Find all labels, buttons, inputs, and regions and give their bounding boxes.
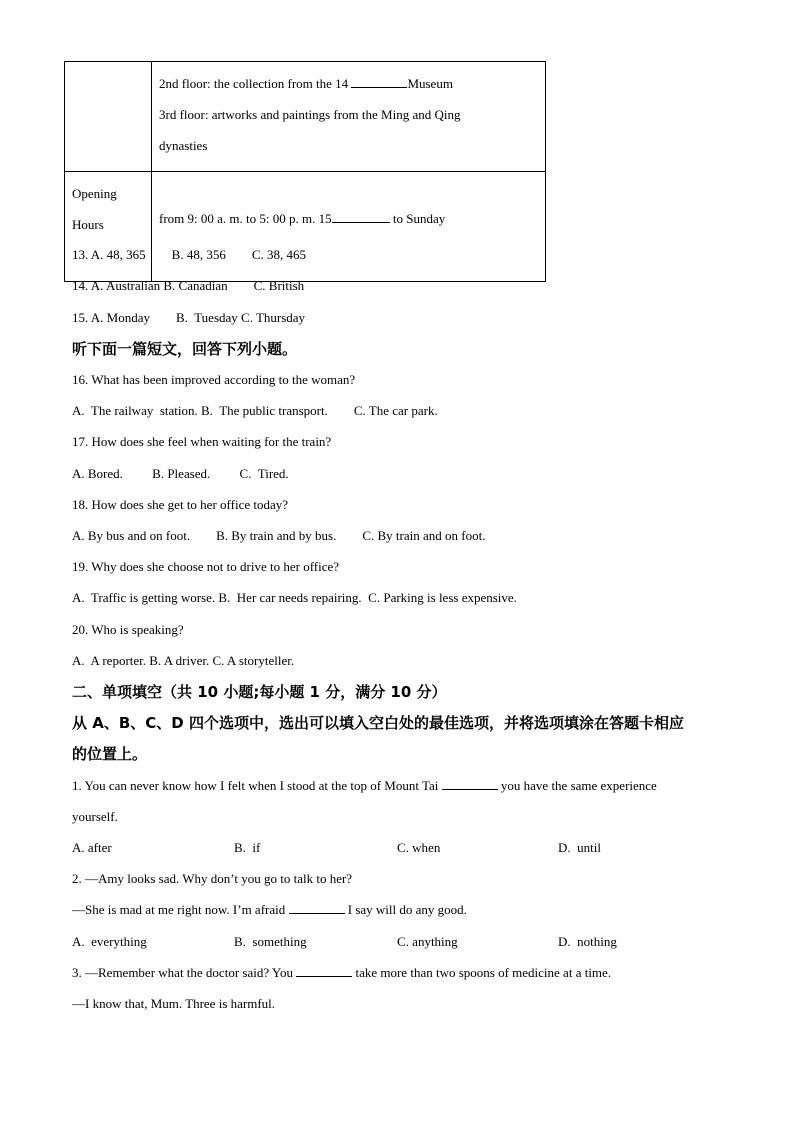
q19-options: A. Traffic is getting worse. B. Her car needs repairing. C. Parking is less expensive. — [72, 590, 517, 605]
table-row — [65, 62, 546, 172]
floor-3-line: 3rd floor: artworks and paintings from the Ming and Qing — [159, 107, 461, 122]
q13-options: 13. A. 48, 365 B. 48, 356 C. 38, 465 — [72, 247, 307, 262]
q16-options: A. The railway station. B. The public transport. C. The car park. — [72, 403, 438, 418]
q1-option-a: A. after — [72, 840, 112, 855]
table-label-cell — [65, 62, 152, 172]
opening-hours-value: from 9: 00 a. m. to 5: 00 p. m. 15 to Sunday — [152, 172, 546, 282]
q1-question: 1. You can never know how I felt when I stood at the top of Mount Tai you have the same experience — [72, 778, 657, 793]
opening-hours-label: Opening Hours — [65, 172, 152, 282]
q16-question: 16. What has been improved according to the woman? — [72, 372, 356, 387]
q1-option-d: D. until — [558, 840, 601, 855]
q2-option-c: C. anything — [397, 934, 458, 949]
q3-question-cont: —I know that, Mum. Three is harmful. — [72, 996, 276, 1011]
floor-2-line: 2nd floor: the collection from the 14 Museum — [159, 76, 453, 91]
answer-blank-15 — [332, 210, 390, 223]
q17-options: A. Bored. B. Pleased. C. Tired. — [72, 466, 289, 481]
q1-option-c: C. when — [397, 840, 441, 855]
passage-heading: 听下面一篇短文，回答下列小题。 — [72, 340, 298, 358]
q2-option-b: B. something — [234, 934, 307, 949]
answer-blank-q3 — [296, 964, 352, 977]
q19-question: 19. Why does she choose not to drive to her office? — [72, 559, 340, 574]
q18-options: A. By bus and on foot. B. By train and by bus. C. By train and on foot. — [72, 528, 486, 543]
answer-blank-14 — [351, 75, 407, 88]
q2-question: 2. —Amy looks sad. Why don’t you go to talk to her? — [72, 871, 353, 886]
table-content-cell — [152, 62, 546, 172]
q1-option-b: B. if — [234, 840, 261, 855]
q3-question: 3. —Remember what the doctor said? You take more than two spoons of medicine at a time. — [72, 965, 612, 980]
q20-options: A. A reporter. B. A driver. C. A storyteller. — [72, 653, 295, 668]
section2-instructions: 从 A、B、C、D 四个选项中，选出可以填入空白处的最佳选项，并将选项填涂在答题卡相应 — [72, 714, 684, 732]
answer-blank-q2 — [289, 901, 345, 914]
section2-title: 二、单项填空（共 10 小题;每小题 1 分，满分 10 分） — [72, 683, 447, 701]
q2-option-d: D. nothing — [558, 934, 617, 949]
table-row — [65, 172, 546, 282]
answer-blank-q1 — [442, 777, 498, 790]
q20-question: 20. Who is speaking? — [72, 622, 184, 637]
q17-question: 17. How does she feel when waiting for the train? — [72, 434, 332, 449]
floor-3-line-cont: dynasties — [159, 138, 208, 153]
q2-option-a: A. everything — [72, 934, 147, 949]
q1-question-cont: yourself. — [72, 809, 118, 824]
q2-question-cont: —She is mad at me right now. I’m afraid I say will do any good. — [72, 902, 467, 917]
q18-question: 18. How does she get to her office today? — [72, 497, 289, 512]
section2-instructions-cont: 的位置上。 — [72, 745, 148, 763]
q15-options: 15. A. Monday B. Tuesday C. Thursday — [72, 310, 306, 325]
q14-options: 14. A. Australian B. Canadian C. British — [72, 278, 305, 293]
